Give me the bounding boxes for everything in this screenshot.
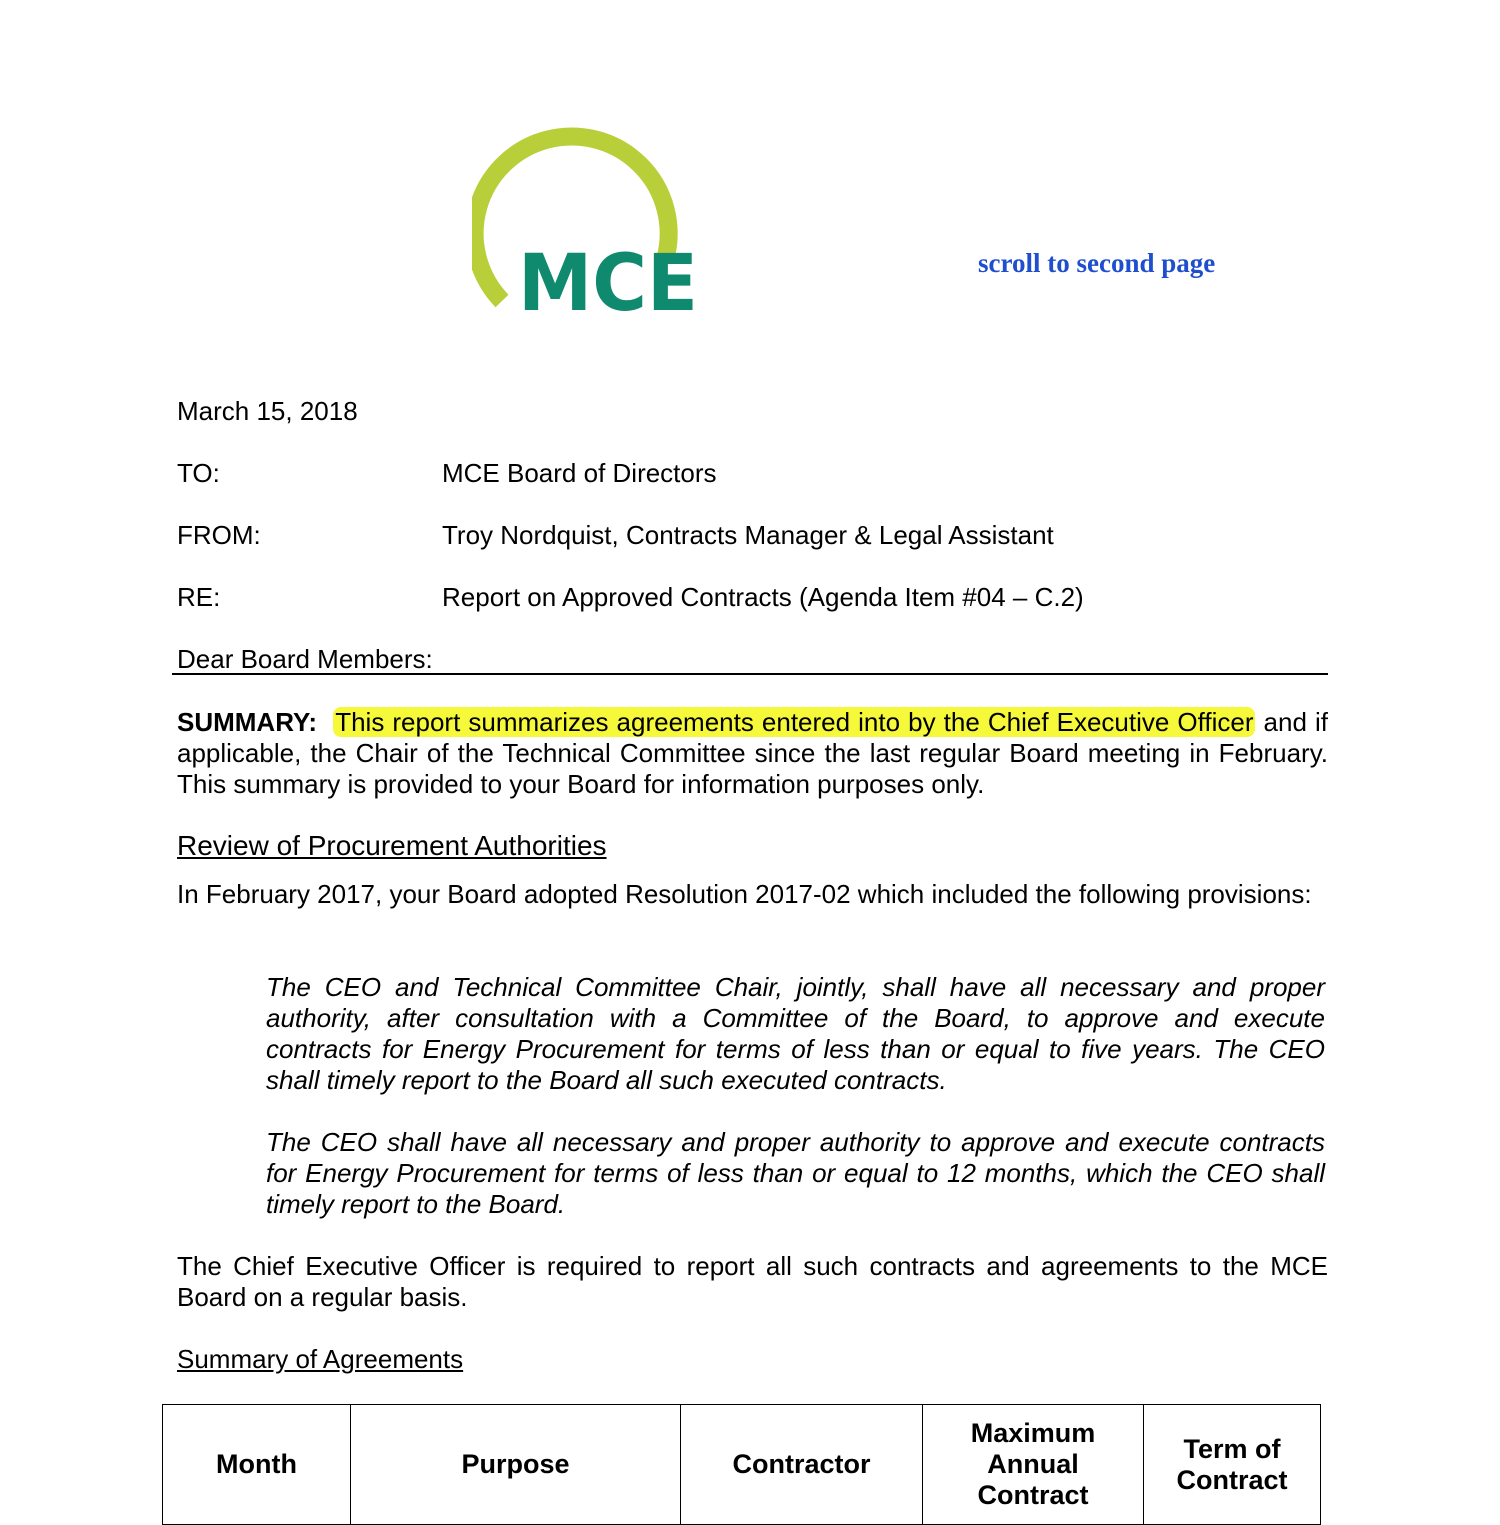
reporting-requirement: The Chief Executive Officer is required to report all such contracts and agreements to the MCE Board on a regular basis. xyxy=(177,1251,1328,1312)
to-label: TO: xyxy=(177,458,220,488)
col-purpose: Purpose xyxy=(351,1405,681,1525)
summary-text: and if applicable, the Chair of the Technical Committee since the last regular Board meeting in February. This summary is provided to your Board for information purposes only. xyxy=(177,707,1328,799)
logo-text: MCE xyxy=(518,239,698,316)
from-label: FROM: xyxy=(177,520,261,550)
review-intro: In February 2017, your Board adopted Resolution 2017-02 which included the following provisions: xyxy=(177,879,1312,909)
to-value: MCE Board of Directors xyxy=(442,458,717,488)
provision-quote-2: The CEO shall have all necessary and proper authority to approve and execute contracts for Energy Procurement for terms of less than or equal to 12 months, which the CEO shall timely report to the Board. xyxy=(266,1127,1325,1219)
col-contractor: Contractor xyxy=(681,1405,923,1525)
col-month: Month xyxy=(163,1405,351,1525)
review-heading: Review of Procurement Authorities xyxy=(177,830,607,861)
table-header-row xyxy=(163,1405,1321,1525)
re-value: Report on Approved Contracts (Agenda Item #04 – C.2) xyxy=(442,582,1084,612)
col-max-annual-contract: Maximum Annual Contract xyxy=(923,1405,1144,1525)
memo-date: March 15, 2018 xyxy=(177,396,358,426)
re-label: RE: xyxy=(177,582,221,612)
summary-paragraph xyxy=(177,707,1328,800)
from-value: Troy Nordquist, Contracts Manager & Legal Assistant xyxy=(442,520,1054,550)
provision-quote-1: The CEO and Technical Committee Chair, jointly, shall have all necessary and proper authority, after consultation with a Committee of the Board, to approve and execute contracts for Energy Procurement for terms of less than or equal to five years. The CEO shall timely report to the Board all such executed contracts. xyxy=(266,972,1325,1095)
scroll-to-second-page-link[interactable]: scroll to second page xyxy=(978,248,1216,278)
header-divider xyxy=(172,673,1328,675)
agreements-heading: Summary of Agreements xyxy=(177,1344,464,1374)
summary-highlight: This report summarizes agreements entered into by the Chief Executive Officer xyxy=(335,707,1254,737)
salutation: Dear Board Members: xyxy=(177,644,433,674)
summary-label: SUMMARY: xyxy=(177,707,318,737)
mce-logo xyxy=(472,126,704,316)
col-term-of-contract: Term of Contract xyxy=(1144,1405,1321,1525)
agreements-table xyxy=(162,1404,1321,1525)
